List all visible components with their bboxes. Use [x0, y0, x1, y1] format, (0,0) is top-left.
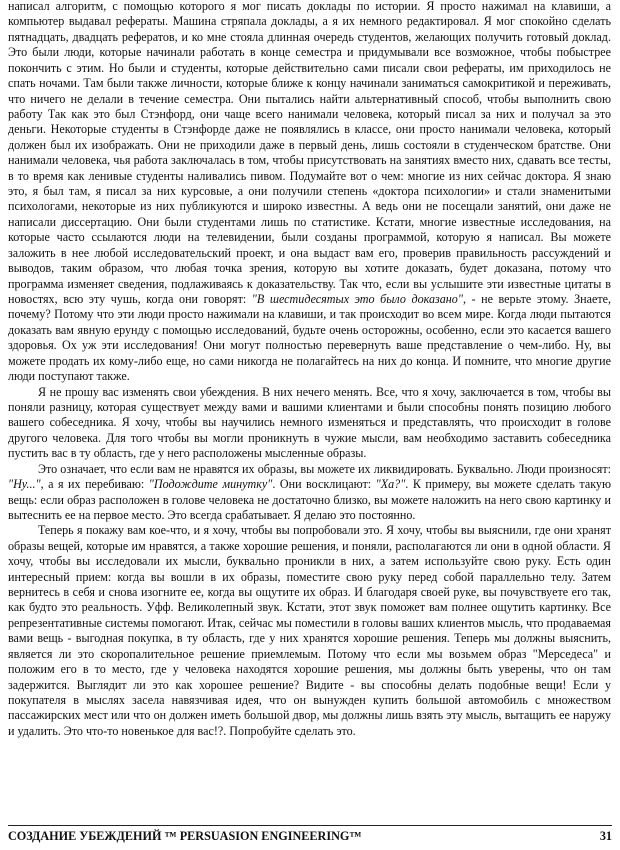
paragraph — [8, 523, 611, 739]
text-run: , - не верьте этому. Знаете, почему? Потому что эти люди просто нажимали на клавиши, и так происходит во всем мире. Когда люди пытаются доказать вам явную ерунду с помощью исследований, будьте очень осторожны, особенно, если это касается вашего здоровья. Ох уж эти исследования! Они могут полностью перевернуть ваше представление о чем-либо. Ну, вы можете продать их кому-либо еще, но сами никогда не полагайтесь на них до конца. И помните, что многие другие люди поступают также. — [8, 292, 612, 384]
quoted-phrase: "Ну..." — [8, 477, 41, 492]
text-run: написал алгоритм, с помощью которого я мог писать доклады по истории. Я просто нажимал на клавиши, а компьютер выдавал рефераты. Машина стряпала доклады, а я их немного редактировал. Я мог спокойно сделать пятнадцать, двадцать рефератов, и ко мне стояла длинная очередь студентов, желающих получить готовый доклад. Это были люди, которые начинали работать в конце семестра и придумывали все возможное, чтобы побыстрее покончить с этим. Но были и студенты, которые действительно сами писали свои рефераты, им приходилось не спать ночами. Там были также личности, которые ближе к концу начинали заниматься самокритикой и переживать, что ничего не делали в течение семестра. Они пытались найти альтернативный способ, чтобы выполнить свою работу Так как это был Стэнфорд, они чаще всего нанимали человека, который писал за них и получал за это деньги. Некоторые студенты в Стэнфорде даже не появлялись в классе, они просто нанимали человека, который должен был их изображать. Они не приходили даже в первый день, лишь состояли в студенческом братстве. Они нанимали человека, чья работа заключалась в том, чтобы присутствовать на занятиях вместо них, сдавать все тесты, в то время как ленивые студенты наливались пивом. Подумайте вот о чем: многие из них сейчас доктора. Я знаю это, я был там, я писал за них курсовые, а они получили степень «доктора психологии» и стали знаменитыми психологами, некоторые из них публикуются и широко известны. А ведь они не посещали занятий, они даже не написали диссертацию. Они были студентами лишь по статистике. Кстати, многие известные исследования, на которые часто ссылаются люди на телевидении, были созданы программой, которую я написал. Вы можете заложить в нее любой исследовательский проект, и она выдаст вам его, проверив правильность рассуждений и выводов, таким образом, что любая точка зрения, которую вы хотите доказать, будет доказана, потому что программа изменяет сведения, подлаживаясь к доказательству. Так что, если вы услышите эти известные цитаты в новостях, всю эту чушь, когда они говорят: — [8, 0, 611, 307]
quoted-phrase: "В шестидесятых это было доказано" — [251, 292, 463, 307]
footer-book-title: СОЗДАНИЕ УБЕЖДЕНИЙ ™ PERSUASION ENGINEERING™ — [8, 829, 362, 843]
text-run: . Они восклицают: — [272, 477, 376, 492]
paragraph — [8, 0, 611, 385]
body-text — [8, 0, 611, 739]
text-run: , а я их перебиваю: — [40, 477, 149, 492]
page-number: 31 — [599, 829, 612, 843]
footer-divider — [8, 825, 612, 826]
text-run: Теперь я покажу вам кое-что, и я хочу, чтобы вы попробовали это. Я хочу, чтобы вы выяснили, где они хранят образы вещей, которые им нравятся, а также хорошие решения, и поняли, располагаются ли они в одной области. Я хочу, чтобы вы исследовали их мысли, буквально проникли в них, а затем используйте свою руку. Есть один интересный прием: когда вы вошли в их образы, поместите свою руку перед собой параллельно телу. Затем вернитесь в себя и снова изогните ее, когда вы ощутите их образ. И благодаря своей руке, вы почувствуете его так, как будто это реальность. Уфф. Великолепный звук. Кстати, этот звук поможет вам полнее ощутить картинку. Все репрезентативные системы помогают. Итак, сейчас мы поместили в головы ваших клиентов мысль, что продаваемая вами вещь - выгодная покупка, в ту область, где у них хранятся хорошие решения. Теперь мы должны выяснить, является ли это скоропалительное решение приемлемым. Потому что если мы возьмем образ "Мерседеса" и положим его в то место, где у человека находятся хорошие решения, мы должны быть уверены, что он там задержится. Выглядит ли это как хорошее решение? Видите - вы способны делать подобные вещи! Если у покупателя в мыслях засела навязчивая идея, что он вынужден купить большой автомобиль с множеством пассажирских мест или что он должен иметь большой двор, мы должны лишь взять эту мысль, вытащить ее наружу и удалить. Это что-то новенькое для вас!?. Попробуйте сделать это. — [8, 523, 611, 738]
quoted-phrase: "Подождите минутку" — [148, 477, 273, 492]
text-run: . К примеру, вы можете сделать такую вещь: если образ расположен в голове человека не достаточно близко, вы можете наложить на него свою картинку и вытеснить ее на первое место. Это всегда срабатывает. Я делаю это постоянно. — [8, 477, 611, 522]
text-run: Я не прошу вас изменять свои убеждения. В них нечего менять. Все, что я хочу, заключается в том, чтобы вы поняли разницу, которая существует между вами и вашими клиентами и были способны понять позицию любого вашего собеседника. Я хочу, чтобы вы научились немного изменяться и представлять, что происходит в голове другого человека. Для того чтобы вы могли проникнуть в чужие мысли, вам необходимо заставить собеседника пустить вас в ту область, где у него расположены мысленные образы. — [8, 384, 611, 461]
quoted-phrase: "Ха?" — [375, 477, 406, 492]
paragraph — [8, 462, 611, 524]
paragraph — [8, 385, 611, 462]
text-run: Это означает, что если вам не нравятся их образы, вы можете их ликвидировать. Буквально. Люди произносят: — [38, 461, 611, 476]
